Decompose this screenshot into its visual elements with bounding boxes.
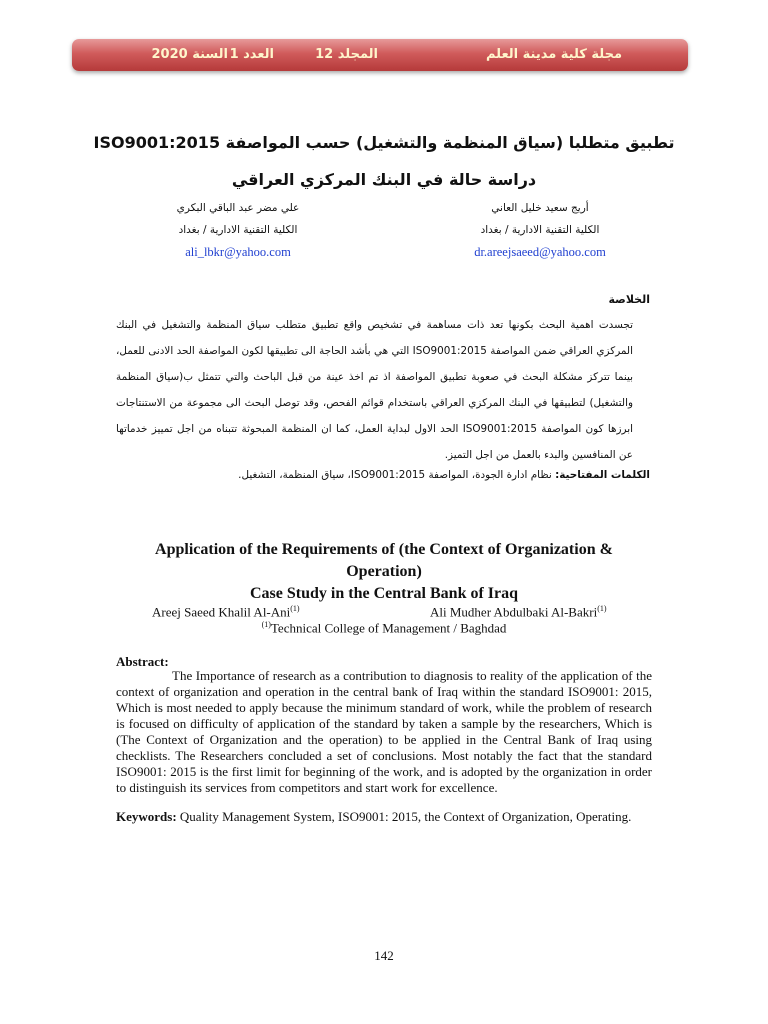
journal-header-band [72,39,688,71]
english-affiliation-text: Technical College of Management / Baghdad [270,620,507,636]
arabic-author1-block [430,197,650,263]
arabic-author2-block [128,197,348,263]
arabic-abstract-text: تجسدت اهمية البحث بكونها تعد ذات مساهمة في تشخيص واقع تطبيق متطلب سياق المنظمة والتشغيل في البنك المركزي العراقي ضمن المواصفة ISO9001:2015 التي هي بأشد الحاجة الى تطبيقها لكون المواصفة الحد الادنى للعمل، بينما تتركز مشكلة البحث في صعوبة تطبيق المواصفة اذ تم اخذ عينة من قبل الباحث والتي تتمثل ب(سياق المنظمة والتشغيل) لتطبيقها في البنك المركزي العراقي باستخدام قوائم الفحص، وقد توصل البحث الى مجموعة من الاستنتاجات ابرزها كون المواصفة ISO9001:2015 الحد الاول لبداية العمل، كما ان المنظمة المبحوثة تتبناه من اجل تمييز خدماتها عن المنافسين والبدء بالعمل من اجل التميز. [116,319,633,461]
arabic-keywords [120,469,650,481]
english-author2 [430,604,607,620]
arabic-author2-affiliation: الكلية التقنية الادارية / بغداد [178,224,298,236]
english-abstract-heading: Abstract: [116,654,169,669]
arabic-keywords-text: نظام ادارة الجودة، المواصفة ISO9001:2015، سياق المنظمة، التشغيل. [238,469,556,481]
arabic-author1-name: أريج سعيد خليل العاني [491,202,589,214]
english-author2-marker: (1) [597,604,607,613]
english-title-line2: Operation) [346,563,422,580]
arabic-keywords-label: الكلمات المفتاحية: [555,469,650,481]
journal-year: السنة 2020 [151,47,228,62]
english-keywords-label: Keywords: [116,809,177,824]
journal-volume: المجلد 12 [315,47,378,62]
english-author2-name: Ali Mudher Abdulbaki Al-Bakri [430,604,598,620]
english-author1-marker: (1) [290,604,300,613]
english-author1 [152,604,300,620]
arabic-author1-email[interactable]: dr.areejsaeed@yahoo.com [474,245,606,259]
english-title [110,539,658,605]
english-affiliation-marker: (1) [261,620,271,629]
arabic-title-line2: دراسة حالة في البنك المركزي العراقي [231,170,537,189]
arabic-author2-email[interactable]: ali_lbkr@yahoo.com [185,245,291,259]
english-affiliation [0,620,768,636]
journal-issue: العدد 1 [229,47,274,62]
arabic-title-line1: تطبيق متطلبا (سياق المنظمة والتشغيل) حسب المواصفة ISO9001:2015 [93,133,675,152]
arabic-author2-name: علي مضر عبد الباقي البكري [176,202,300,214]
page-number: 142 [374,948,394,963]
english-keywords [116,808,652,826]
english-keywords-text: Quality Management System, ISO9001: 2015, the Context of Organization, Operating. [176,809,632,824]
english-title-line3: Case Study in the Central Bank of Iraq [249,585,519,602]
arabic-author1-affiliation: الكلية التقنية الادارية / بغداد [480,224,600,236]
journal-name: مجلة كلية مدينة العلم [485,47,622,62]
arabic-abstract-heading: الخلاصة [608,293,650,306]
english-abstract-text: The Importance of research as a contribution to diagnosis to reality of the application of the context of organization and operation in the central bank of Iraq within the standard ISO9001: 2015, Which is most needed to apply because the minimum standard of work, while the problem of research is focused on difficulty of application of the standard by taken a sample by the researchers, Which is (The Context of Organization and the operation) to be applied in the Central Bank of Iraq using checklists. The Researchers concluded a set of conclusions. Most notably the fact that the standard ISO9001: 2015 is the first limit for beginning of the work, and is adopted by the organization in order to distinguish its services from competitors and start work for excellence. [116,668,652,795]
english-author1-name: Areej Saeed Khalil Al-Ani [152,604,291,620]
english-title-line1: Application of the Requirements of (the Context of Organization & [155,541,613,558]
